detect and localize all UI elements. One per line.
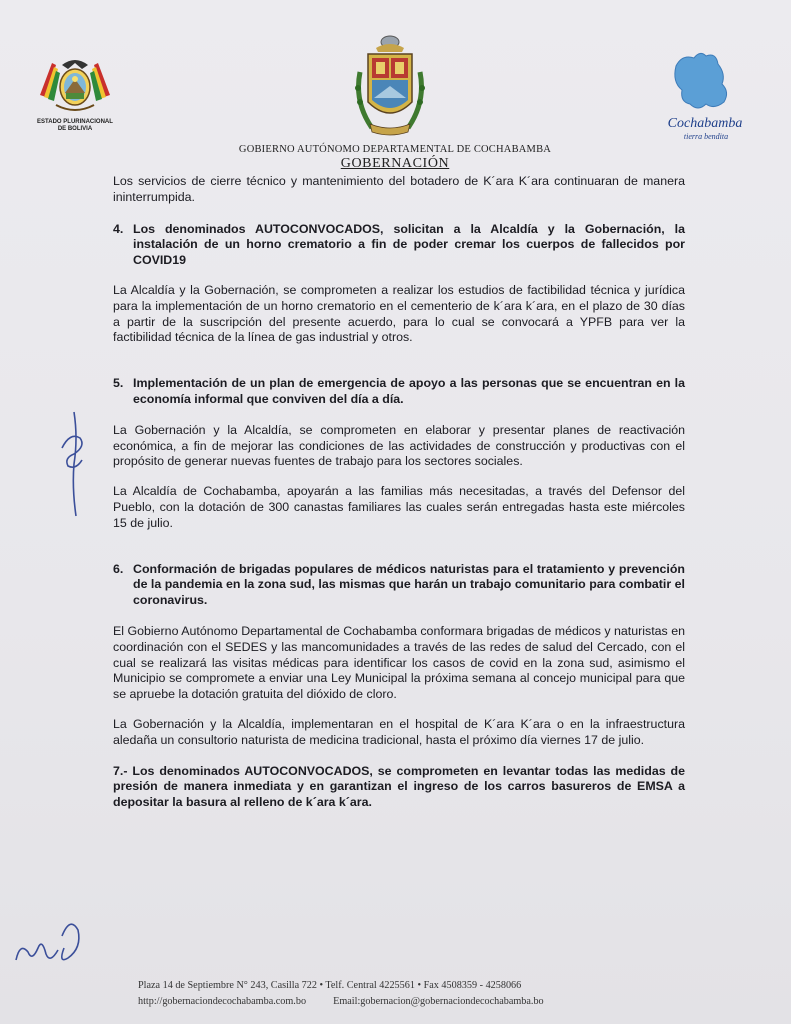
coat-of-arms-icon: [34, 55, 116, 117]
section-5-paragraph-2: La Alcaldía de Cochabamba, apoyarán a las familias más necesitadas, a través del Defensor del Pueblo, con la dotación de 300 canastas familiares las cuales serán entregadas hasta este miércoles 15 de julio.: [113, 484, 685, 530]
bottom-signature-icon: [10, 912, 90, 972]
footer-email-link[interactable]: Email:gobernacion@gobernaciondecochabamba.bo: [333, 996, 544, 1007]
section-number: 5.: [113, 376, 124, 391]
footer-website-link[interactable]: http://gobernaciondecochabamba.com.bo: [138, 996, 307, 1007]
section-5-paragraph-1: La Gobernación y la Alcaldía, se comprometen en elaborar y presentar planes de reactivación económica, a fin de mejorar las condiciones de las actividades de construcción y productivas con el propósito de generar nuevas fuentes de trabajo para los sectores sociales.: [113, 422, 685, 469]
bolivia-coat-of-arms-logo: [34, 55, 116, 137]
section-heading-text: Los denominados AUTOCONVOCADOS, solicitan a la Alcaldía y la Gobernación, la instalación de un horno crematorio a fin de poder cremar los cuerpos de fallecidos por COVID19: [133, 221, 685, 268]
intro-paragraph: Los servicios de cierre técnico y mantenimiento del botadero de K´ara K´ara continuaran de manera ininterrumpida.: [113, 174, 685, 204]
section-6-heading: [113, 562, 685, 609]
left-logo-caption: ESTADO PLURINACIONAL DE BOLIVIA: [37, 119, 113, 132]
section-6-paragraph-1: El Gobierno Autónomo Departamental de Cochabamba conformara brigadas de médicos y naturistas en coordinación con el SEDES y las mancomunidades a través de las redes de salud del Cercado, con el cual se realizará las visitas médicas para identificar los casos de covid en la zona sud, asimismo el Municipio se compromete a enviar una Ley Municipal la próxima semana al concejo municipal para que se apruebe la dotación gratuita del dióxido de cloro.: [113, 623, 685, 702]
letterhead: [0, 0, 791, 180]
section-heading-text: Implementación de un plan de emergencia de apoyo a las personas que se encuentran en la economía informal que conviven del día a día.: [133, 376, 685, 406]
section-5-heading: [113, 376, 685, 408]
section-number: 4.: [113, 221, 124, 236]
cochabamba-brand-logo: [660, 48, 748, 148]
section-number: 6.: [113, 561, 124, 576]
margin-signature-icon: [52, 408, 102, 520]
cochabamba-map-icon: [660, 48, 748, 118]
government-name: GOBIERNO AUTÓNOMO DEPARTAMENTAL DE COCHABAMBA: [238, 144, 552, 155]
gobernacion-title: GOBERNACIÓN: [340, 156, 450, 171]
footer-address: Plaza 14 de Septiembre N° 243, Casilla 722 • Telf. Central 4225561 • Fax 4508359 - 4258066: [138, 980, 522, 991]
letterhead-footer: [138, 978, 658, 1010]
gobernacion-cochabamba-emblem: [348, 32, 432, 138]
cochabamba-tagline: tierra bendita: [683, 132, 729, 141]
footer-contact-line: [138, 994, 658, 1010]
section-4-heading: [113, 222, 685, 269]
section-4-paragraph-1: La Alcaldía y la Gobernación, se comprometen a realizar los estudios de factibilidad técnica y jurídica para la implementación de un horno crematorio en el cementerio de k´ara k´ara, en el plazo de 30 días a partir de la suscripción del presente acuerdo, para lo cual se convocará a YPFB para ver la factibilidad técnica de la línea de gas industrial y otros.: [113, 282, 685, 345]
document-body: [113, 174, 685, 811]
cochabamba-wordmark: Cochabamba: [667, 116, 743, 131]
emblem-icon: [348, 32, 432, 138]
section-7-heading: 7.- Los denominados AUTOCONVOCADOS, se comprometen en levantar todas las medidas de presión de manera inmediata y en garantizan el ingreso de los carros basureros de EMSA a depositar la basura al relleno de k´ara k´ara.: [113, 763, 685, 810]
section-6-paragraph-2: La Gobernación y la Alcaldía, implementaran en el hospital de K´ara K´ara o en la infraestructura aledaña un consultorio naturista de medicina tradicional, hasta el próximo día viernes 17 de julio.: [113, 716, 685, 747]
section-heading-text: Conformación de brigadas populares de médicos naturistas para el tratamiento y prevención de la pandemia en la zona sud, las mismas que harán un trabajo comunitario para combatir el coronavirus.: [133, 561, 685, 608]
